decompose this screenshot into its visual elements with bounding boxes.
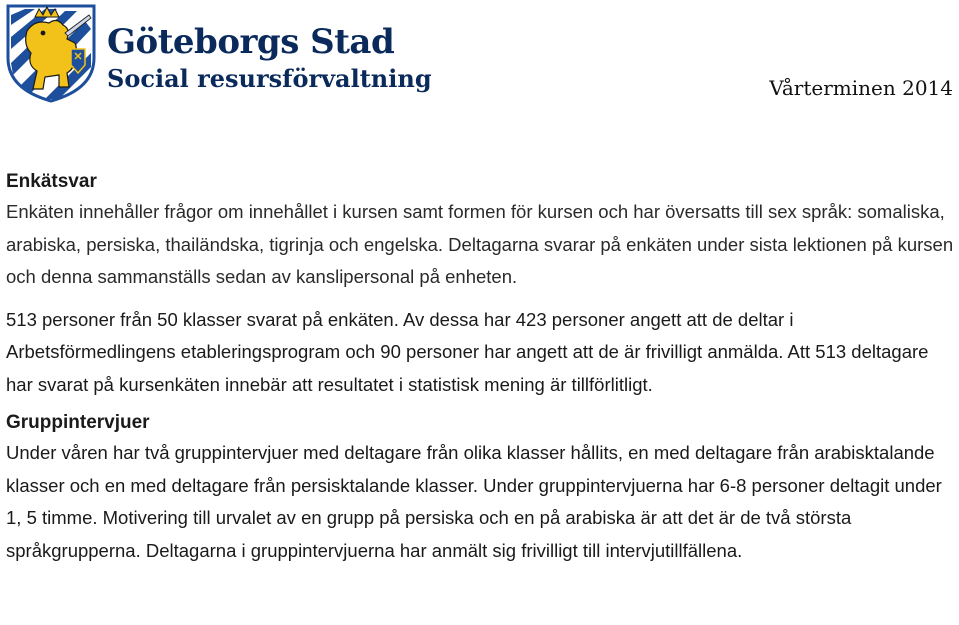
document-header <box>0 0 959 110</box>
section-heading-enkatsvar: Enkätsvar <box>6 171 97 192</box>
term-label: Vårterminen 2014 <box>769 76 953 100</box>
paragraph-enkat-results: 513 personer från 50 klasser svarat på enkäten. Av dessa har 423 personer angett att de deltar i Arbetsförmedlingens etableringsprogram och 90 personer har angett att de är frivilligt anmälda. Att 513 deltagare har svarat på kursenkäten innebär att resultatet i statistisk mening är tillförlitligt. <box>6 308 929 395</box>
section-heading-gruppintervjuer: Gruppintervjuer <box>6 412 150 433</box>
paragraph-enkat-description: Enkäten innehåller frågor om innehållet i kursen samt formen för kursen och har översatts till sex språk: somaliska, arabiska, persiska, thailändska, tigrinja och engelska. Deltagarna svarar på enkäten under sista lektionen på kursen och denna sammanställs sedan av kanslipersonal på enheten. <box>6 201 954 287</box>
organization-subtitle: Social resursförvaltning <box>107 64 432 93</box>
organization-title: Göteborgs Stad <box>107 22 395 62</box>
paragraph-gruppintervjuer: Under våren har två gruppintervjuer med deltagare från olika klasser hållits, en med deltagare från arabisktalande klasser och en med deltagare från persisktalande klasser. Under gruppintervjuerna har 6-8 personer deltagit under 1, 5 timme. Motivering till urvalet av en grupp på persiska och en på arabiska är att det är de två största språkgrupperna. Deltagarna i gruppintervjuerna har anmält sig frivilligt till intervjutillfällena. <box>6 442 942 561</box>
coat-of-arms-icon <box>5 3 97 103</box>
document-body <box>6 168 954 567</box>
